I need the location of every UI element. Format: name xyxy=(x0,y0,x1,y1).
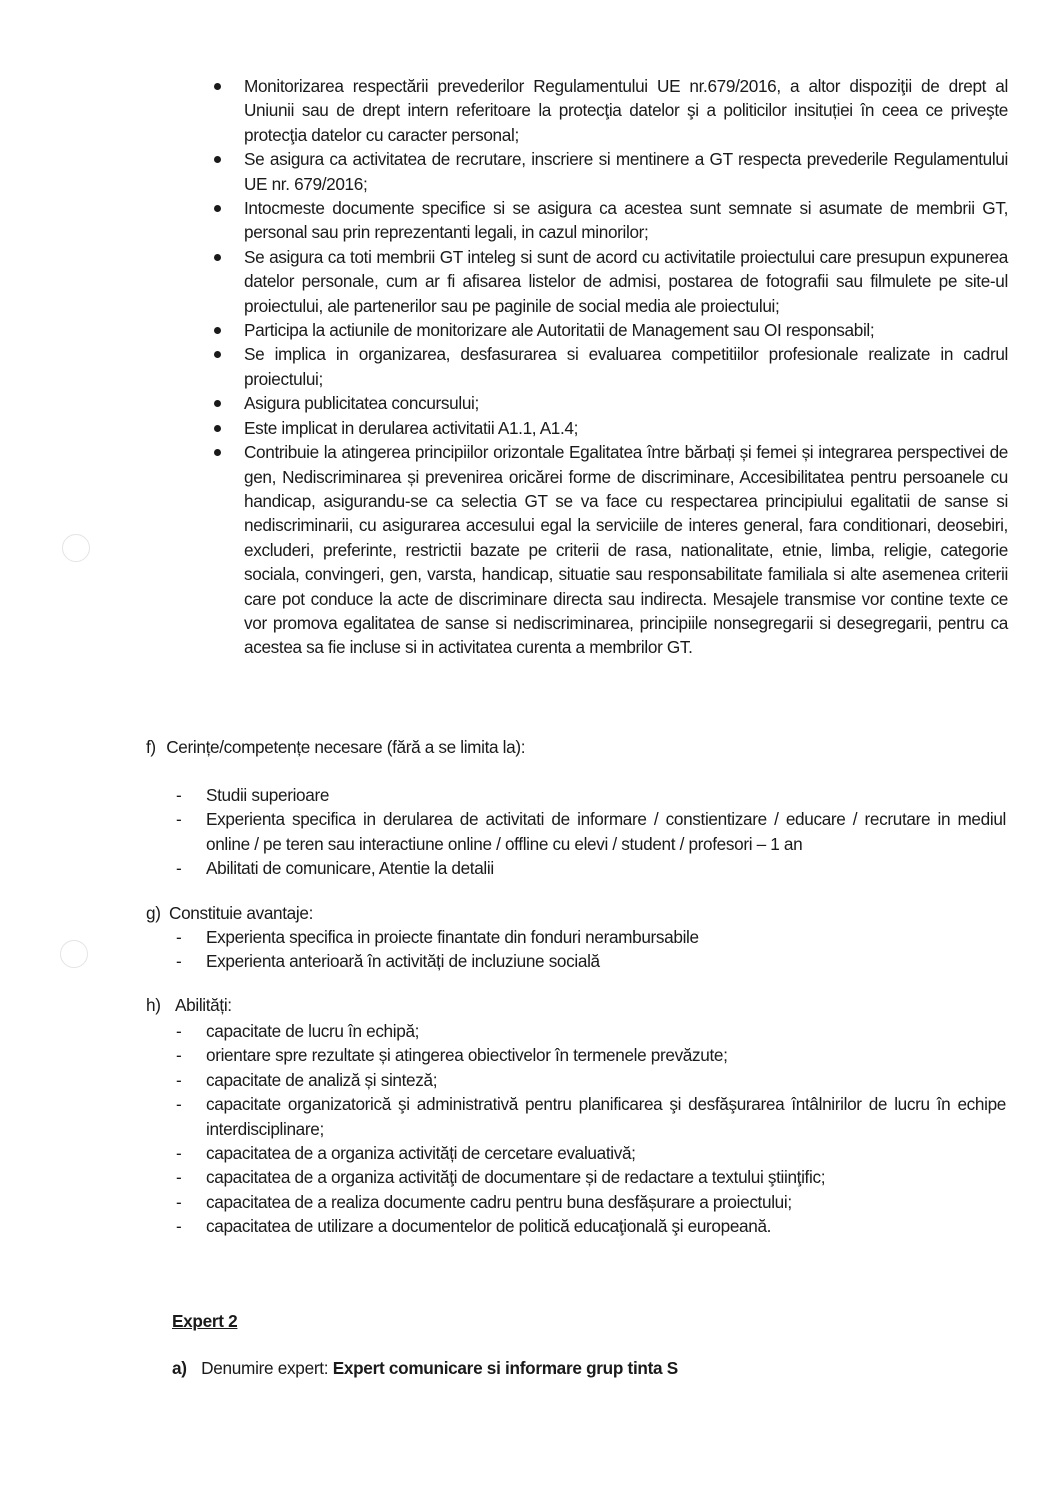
list-item-text: Experienta specifica in derularea de activitati de informare / constientizare / educare / recrutare in mediul online / pe teren sau interactiune online / offline cu elevi / student / profesori – 1 an xyxy=(206,809,1006,854)
list-item-text: capacitate de analiză și sinteză; xyxy=(206,1069,438,1090)
expert-name-line xyxy=(172,1358,678,1379)
list-item-text: Se asigura ca activitatea de recrutare, inscriere si mentinere a GT respecta prevederile Regulamentului UE nr. 679/2016; xyxy=(244,149,1008,194)
bullet-icon xyxy=(214,83,221,90)
bullet-icon xyxy=(214,400,221,407)
bullet-icon xyxy=(214,351,221,358)
bullet-icon xyxy=(214,156,221,163)
list-item-text: Experienta specifica in proiecte finantate din fonduri nerambursabile xyxy=(206,927,699,947)
dash-icon: - xyxy=(176,951,182,972)
dash-icon: - xyxy=(176,1069,182,1090)
list-item-text: orientare spre rezultate și atingerea obiectivelor în termenele prevăzute; xyxy=(206,1045,728,1066)
list-item xyxy=(214,440,1008,660)
section-label: f) xyxy=(146,737,156,757)
list-item xyxy=(176,1019,1006,1043)
list-item xyxy=(214,74,1008,147)
dash-icon: - xyxy=(176,858,182,879)
responsibilities-list xyxy=(214,74,1008,660)
list-item xyxy=(214,342,1008,391)
list-item xyxy=(176,1141,1006,1165)
section-title: Constituie avantaje: xyxy=(169,903,313,923)
list-item-text: Studii superioare xyxy=(206,785,330,805)
list-item-text: capacitatea de a organiza activităţi de documentare și de redactare a textului ştiinţific; xyxy=(206,1167,826,1188)
bullet-icon xyxy=(214,205,221,212)
expert-name-value: Expert comunicare si informare grup tinta S xyxy=(332,1358,678,1378)
list-item-text: Experienta anterioară în activități de incluziune socială xyxy=(206,951,600,972)
punch-hole-mark xyxy=(60,940,88,968)
requirements-list xyxy=(176,783,1006,881)
list-item-text: Intocmeste documente specifice si se asigura ca acestea sunt semnate si asumate de membrii GT, personal sau prin reprezentanti legali, in cazul minorilor; xyxy=(244,198,1008,243)
abilities-list xyxy=(176,1019,1006,1239)
dash-icon: - xyxy=(176,1167,182,1188)
list-item xyxy=(214,318,1008,342)
dash-icon: - xyxy=(176,1045,182,1066)
list-item-text: capacitatea de a realiza documente cadru pentru buna desfășurare a proiectului; xyxy=(206,1191,792,1212)
list-item-text: Se asigura ca toti membrii GT inteleg si sunt de acord cu activitatile proiectului care presupun expunerea datelor personale, cum ar fi afisarea listelor de admisi, postarea de fotografii sau filmulete pe site-ul proiectului, ale partenerilor sau pe paginile de social media ale proiectului; xyxy=(244,246,1008,316)
dash-icon: - xyxy=(176,1216,182,1237)
list-item xyxy=(214,391,1008,415)
list-item-text: capacitatea de a organiza activități de cercetare evaluativă; xyxy=(206,1143,636,1164)
bullet-icon xyxy=(214,327,221,334)
list-item xyxy=(176,1092,1006,1141)
section-g-heading xyxy=(146,903,313,924)
item-label: a) xyxy=(172,1358,187,1378)
list-item-text: capacitate organizatorică şi administrativă pentru planificarea şi desfăşurarea întâlnirilor de lucru în echipe interdisciplinare; xyxy=(206,1094,1006,1139)
list-item xyxy=(176,1068,1006,1092)
list-item-text: Este implicat in derularea activitatii A1.1, A1.4; xyxy=(244,417,579,438)
dash-icon: - xyxy=(176,785,182,805)
section-h-heading xyxy=(146,995,232,1016)
dash-icon: - xyxy=(176,927,182,947)
section-f-heading xyxy=(146,737,525,758)
list-item xyxy=(214,416,1008,440)
advantages-list xyxy=(176,925,1006,974)
list-item-text: Contribuie la atingerea principiilor orizontale Egalitatea între bărbați și femei și integrarea perspectivei de gen, Nediscriminarea și prevenirea oricărei forme de discriminare, Accesibilitatea pentru persoanele cu handicap, asigurandu-se ca selectia GT se va face cu respectarea principiului egalitatii de sanse si nediscriminarii, cu asigurarea accesului egal la serviciile de interes general, fara conditionari, deosebiri, excluderi, preferinte, restrictii bazate pe criterii de rasa, nationalitate, etnie, limba, religie, categorie sociala, convingeri, gen, varsta, handicap, situatie sau responsabilitate familiala si alte asemenea criterii care pot conduce la acte de discriminare directa sau indirecta. Mesajele transmise vor contine texte ce vor promova egalitatea de sanse si nediscriminarea, principiile nonsegregarii si desegregarii, pentru ca acestea sa fie incluse si in activitatea curenta a membrilor GT. xyxy=(244,442,1008,658)
list-item xyxy=(214,147,1008,196)
bullet-icon xyxy=(214,425,221,432)
bullet-icon xyxy=(214,449,221,456)
list-item xyxy=(176,856,1006,880)
list-item xyxy=(176,925,1006,949)
list-item-text: Se implica in organizarea, desfasurarea si evaluarea competitiilor profesionale realizate in cadrul proiectului; xyxy=(244,344,1008,389)
punch-hole-mark xyxy=(62,534,90,562)
section-label: g) xyxy=(146,903,161,923)
section-label: h) xyxy=(146,995,161,1015)
list-item xyxy=(176,783,1006,807)
list-item xyxy=(176,1214,1006,1238)
list-item-text: Asigura publicitatea concursului; xyxy=(244,393,479,414)
expert-2-heading: Expert 2 xyxy=(172,1311,238,1331)
list-item-text: Abilitati de comunicare, Atentie la detalii xyxy=(206,858,494,879)
list-item xyxy=(176,1190,1006,1214)
list-item-text: capacitate de lucru în echipă; xyxy=(206,1021,420,1041)
section-title: Cerințe/competențe necesare (fără a se limita la): xyxy=(166,737,526,757)
bullet-icon xyxy=(214,254,221,261)
dash-icon: - xyxy=(176,1021,182,1041)
dash-icon: - xyxy=(176,1143,182,1164)
list-item xyxy=(176,807,1006,856)
list-item xyxy=(176,949,1006,973)
dash-icon: - xyxy=(176,1191,182,1212)
expert-name-label: Denumire expert: xyxy=(201,1358,329,1378)
list-item-text: Monitorizarea respectării prevederilor Regulamentului UE nr.679/2016, a altor dispoziţii de drept al Uniunii sau de drept intern referitoare la protecţia datelor şi a politicilor insituției în ceea ce priveşte protecţia datelor cu caracter personal; xyxy=(244,76,1008,145)
list-item xyxy=(176,1043,1006,1067)
list-item xyxy=(214,245,1008,318)
list-item xyxy=(176,1165,1006,1189)
list-item-text: capacitatea de utilizare a documentelor de politică educaţională şi europeană. xyxy=(206,1216,772,1237)
dash-icon: - xyxy=(176,809,182,830)
list-item-text: Participa la actiunile de monitorizare ale Autoritatii de Management sau OI responsabil; xyxy=(244,320,875,341)
list-item xyxy=(214,196,1008,245)
section-title: Abilități: xyxy=(175,995,232,1015)
dash-icon: - xyxy=(176,1094,182,1115)
